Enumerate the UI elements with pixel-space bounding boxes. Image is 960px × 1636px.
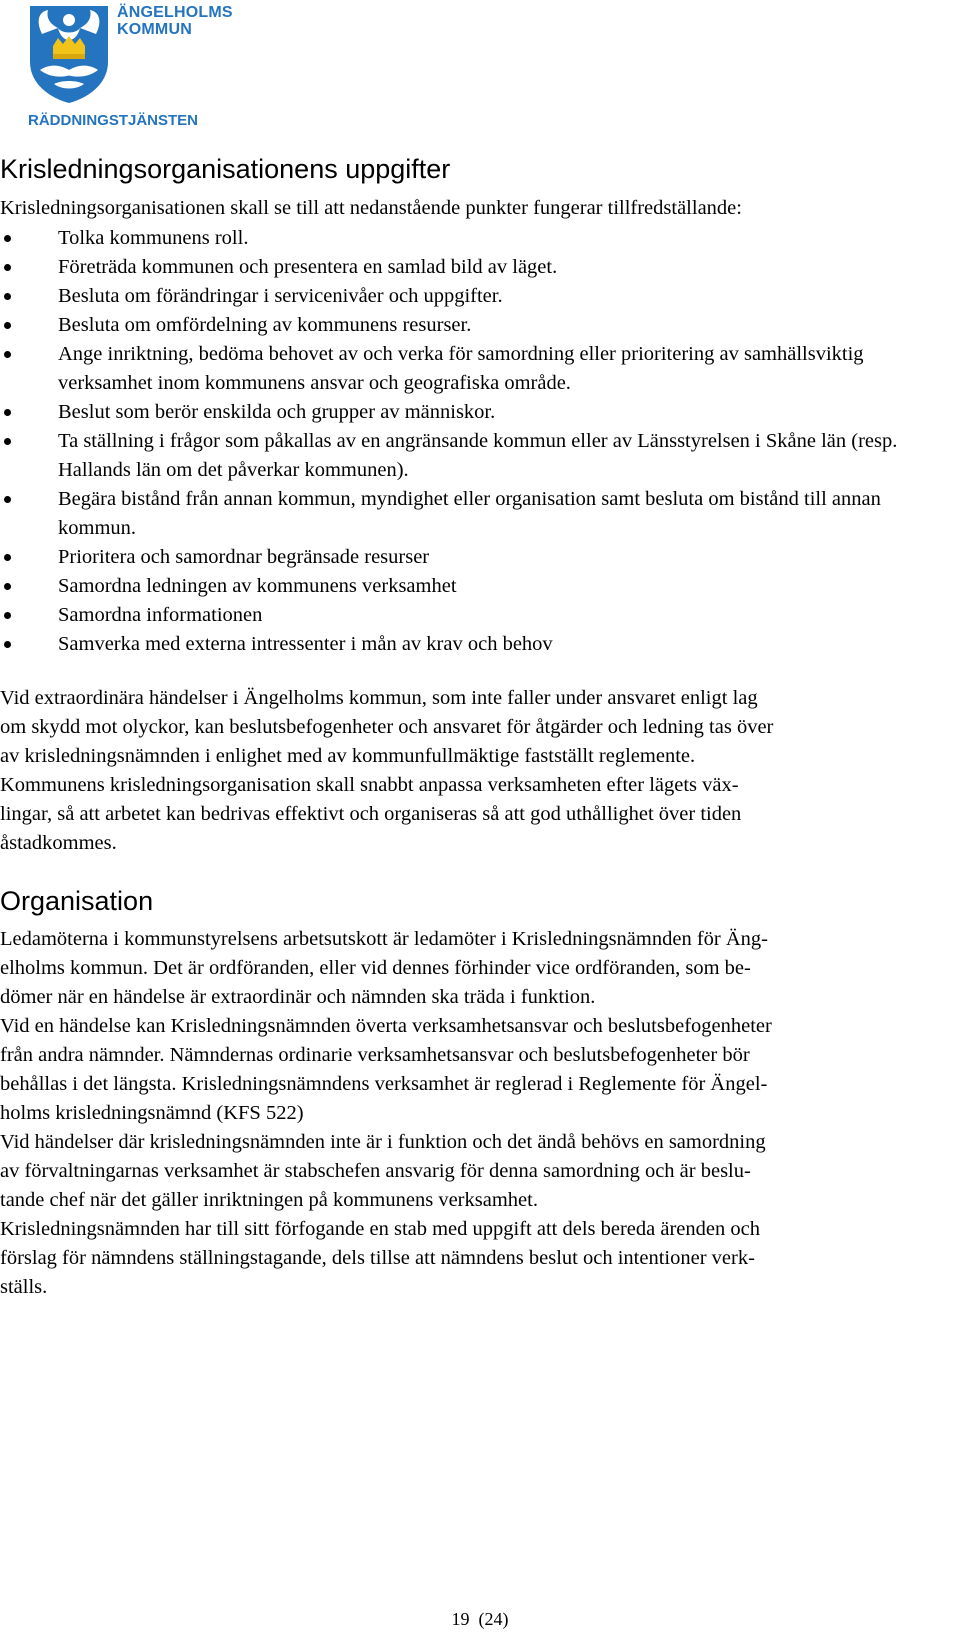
paragraph-line: Vid en händelse kan Krisledningsnämnden överta verksamhetsansvar och beslutsbefogenheter bbox=[0, 1015, 772, 1037]
list-item: Begära bistånd från annan kommun, myndighet eller organisation samt besluta om bistånd till annan kommun. bbox=[0, 485, 958, 543]
logo-name-line2: KOMMUN bbox=[117, 21, 192, 38]
page-current: 19 bbox=[451, 1609, 470, 1629]
list-item: Tolka kommunens roll. bbox=[0, 224, 958, 253]
paragraph-line: dömer när en händelse är extraordinär och nämnden ska träda i funktion. bbox=[0, 986, 596, 1008]
municipality-logo bbox=[28, 4, 238, 130]
paragraph-line: av krisledningsnämnden i enlighet med av kommunfullmäktige fastställt reglemente. bbox=[0, 745, 696, 767]
section-body-tasks bbox=[0, 684, 958, 858]
bullet-icon bbox=[4, 612, 11, 619]
list-item: Samordna informationen bbox=[0, 601, 958, 630]
paragraph-line: Ledamöterna i kommunstyrelsens arbetsutskott är ledamöter i Krisledningsnämnden för Äng- bbox=[0, 928, 768, 950]
bullet-icon bbox=[4, 438, 11, 445]
section-title-tasks: Krisledningsorganisationens uppgifter bbox=[0, 154, 451, 184]
paragraph-line: lingar, så att arbetet kan bedrivas effektivt och organiseras så att god uthållighet över tiden bbox=[0, 803, 742, 825]
task-bullet-list bbox=[0, 224, 958, 659]
list-item: Besluta om omfördelning av kommunens resurser. bbox=[0, 311, 958, 340]
section-title-organisation: Organisation bbox=[0, 886, 154, 916]
bullet-icon bbox=[4, 351, 11, 358]
list-item: Beslut som berör enskilda och grupper av människor. bbox=[0, 398, 958, 427]
paragraph-line: Kommunens krisledningsorganisation skall snabbt anpassa verksamheten efter lägets väx- bbox=[0, 774, 739, 796]
list-item: Samordna ledningen av kommunens verksamhet bbox=[0, 572, 958, 601]
paragraph-line: Vid händelser där krisledningsnämnden inte är i funktion och det ändå behövs en samordning bbox=[0, 1131, 766, 1153]
paragraph-line: Vid extraordinära händelser i Ängelholms kommun, som inte faller under ansvaret enligt lag bbox=[0, 687, 758, 709]
section-body-organisation bbox=[0, 925, 958, 1302]
bullet-icon bbox=[4, 264, 11, 271]
paragraph-line: holms krisledningsnämnd (KFS 522) bbox=[0, 1102, 304, 1124]
bullet-icon bbox=[4, 409, 11, 416]
paragraph-line: Krisledningsnämnden har till sitt förfogande en stab med uppgift att dels bereda ärenden och bbox=[0, 1218, 760, 1240]
list-item: Samverka med externa intressenter i mån av krav och behov bbox=[0, 630, 958, 659]
paragraph-line: förslag för nämndens ställningstagande, dels tillse att nämndens beslut och intentioner verk- bbox=[0, 1247, 755, 1269]
coat-of-arms-icon bbox=[28, 4, 110, 104]
bullet-icon bbox=[4, 496, 11, 503]
bullet-icon bbox=[4, 641, 11, 648]
bullet-icon bbox=[4, 235, 11, 242]
paragraph-line: från andra nämnder. Nämndernas ordinarie verksamhetsansvar och beslutsbefogenheter bör bbox=[0, 1044, 750, 1066]
list-item: Företräda kommunen och presentera en samlad bild av läget. bbox=[0, 253, 958, 282]
section-intro bbox=[0, 194, 958, 223]
list-item: Ange inriktning, bedöma behovet av och verka för samordning eller prioritering av samhällsviktig verksamhet inom kommunens ansvar och geografiska område. bbox=[0, 340, 958, 398]
paragraph-line: om skydd mot olyckor, kan beslutsbefogenheter och ansvaret för åtgärder och ledning tas över bbox=[0, 716, 774, 738]
paragraph-line: tande chef när det gäller inriktningen på kommunens verksamhet. bbox=[0, 1189, 538, 1211]
intro-text: Krisledningsorganisationen skall se till att nedanstående punkter fungerar tillfredställande: bbox=[0, 197, 742, 219]
list-item: Ta ställning i frågor som påkallas av en angränsande kommun eller av Länsstyrelsen i Skåne län (resp. Hallands län om det påverkar kommunen). bbox=[0, 427, 958, 485]
list-item: Besluta om förändringar i servicenivåer och uppgifter. bbox=[0, 282, 958, 311]
paragraph-line: av förvaltningarnas verksamhet är stabschefen ansvarig för denna samordning och är beslu- bbox=[0, 1160, 751, 1182]
logo-municipality-name bbox=[117, 4, 233, 38]
bullet-icon bbox=[4, 293, 11, 300]
page-number bbox=[0, 1608, 960, 1630]
logo-department-name: RÄDDNINGSTJÄNSTEN bbox=[28, 112, 199, 129]
paragraph-line: ställs. bbox=[0, 1276, 48, 1298]
bullet-icon bbox=[4, 554, 11, 561]
bullet-icon bbox=[4, 583, 11, 590]
list-item: Prioritera och samordnar begränsade resurser bbox=[0, 543, 958, 572]
paragraph-line: elholms kommun. Det är ordföranden, eller vid dennes förhinder vice ordföranden, som be- bbox=[0, 957, 751, 979]
bullet-icon bbox=[4, 322, 11, 329]
logo-name-line1: ÄNGELHOLMS bbox=[117, 4, 233, 21]
page-total: (24) bbox=[478, 1609, 509, 1629]
paragraph-line: behållas i det längsta. Krisledningsnämndens verksamhet är reglerad i Reglemente för Ängel- bbox=[0, 1073, 768, 1095]
paragraph-line: åstadkommes. bbox=[0, 832, 117, 854]
